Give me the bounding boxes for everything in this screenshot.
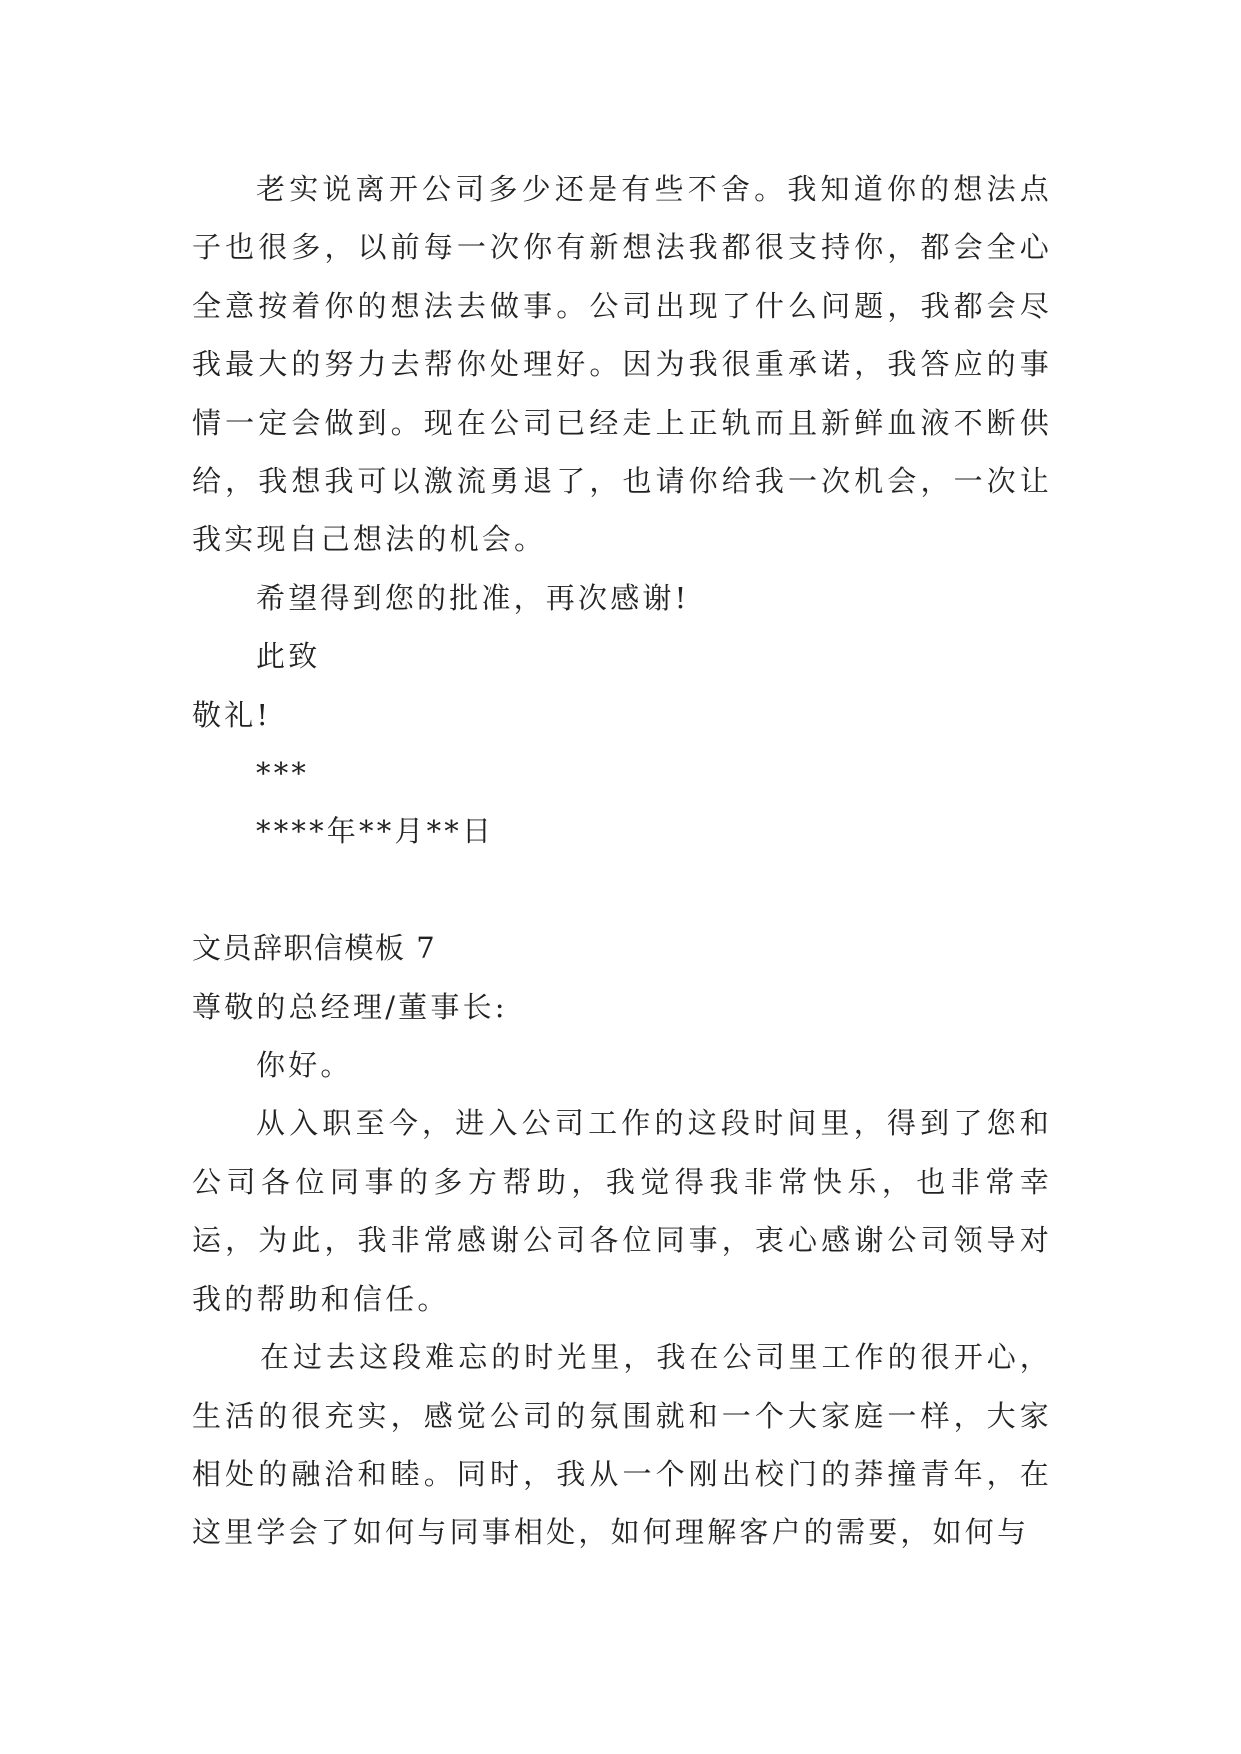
paragraph-reluctance: 老实说离开公司多少还是有些不舍。我知道你的想法点子也很多，以前每一次你有新想法我都很支持你，都会全心全意按着你的想法去做事。公司出现了什么问题，我都会尽我最大的努力去帮你处理好。因为我很重承诺，我答应的事情一定会做到。现在公司已经走上正轨而且新鲜血液不断供给，我想我可以激流勇退了，也请你给我一次机会，一次让我实现自己想法的机会。 [192, 172, 1052, 557]
section-gap [192, 861, 1052, 919]
signature-date: ****年**月**日 [256, 814, 495, 849]
paragraph-approval-request: 希望得到您的批准，再次感谢! [256, 580, 690, 615]
paragraph-memories: 在过去这段难忘的时光里，我在公司里工作的很开心，生活的很充实，感觉公司的氛围就和一个大家庭一样，大家相处的融洽和睦。同时，我从一个刚出校门的莽撞青年，在这里学会了如何与同事相处，如何理解客户的需要，如何与 [192, 1340, 1052, 1550]
section-title: 文员辞职信模板 7 [192, 931, 437, 966]
greeting: 你好。 [256, 1048, 353, 1083]
closing-jingli: 敬礼! [192, 697, 272, 732]
salutation: 尊敬的总经理/董事长: [192, 989, 508, 1024]
closing-cizhi: 此致 [256, 639, 321, 674]
signature-name: *** [256, 756, 310, 791]
document-body [192, 160, 1052, 1562]
paragraph-gratitude: 从入职至今，进入公司工作的这段时间里，得到了您和公司各位同事的多方帮助，我觉得我非常快乐，也非常幸运，为此，我非常感谢公司各位同事，衷心感谢公司领导对我的帮助和信任。 [192, 1106, 1052, 1316]
